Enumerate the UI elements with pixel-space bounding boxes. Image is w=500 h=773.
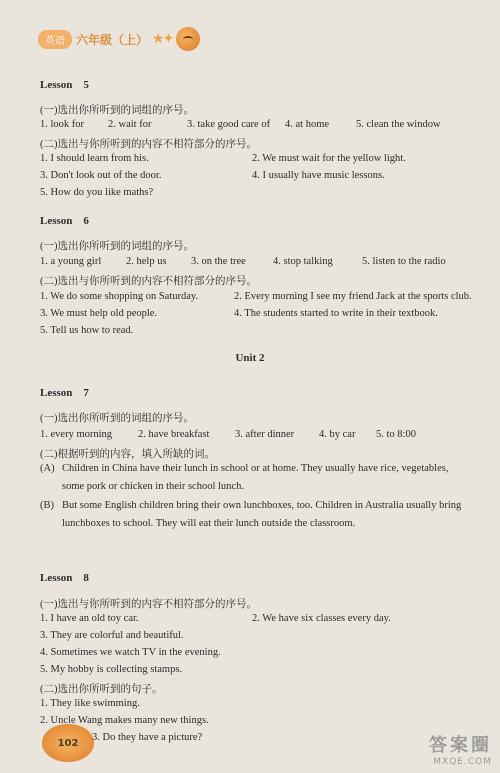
watermark-url: MXQE.COM [433, 757, 492, 767]
sentence: 3. They are colorful and beautiful. [40, 630, 184, 641]
decorative-stars-icon: ★✦ [152, 31, 173, 47]
list-item: 2. help us [126, 256, 167, 267]
lesson5-row1 [40, 153, 480, 167]
lesson5-row2 [40, 170, 480, 184]
lesson8-q1: (一)选出与你所听到的内容不相符部分的序号。 [40, 599, 257, 610]
passage-line: But some English children bring their own lunchboxes, too. Children in Australia usually bring [62, 500, 462, 511]
list-item: 3. after dinner [235, 429, 295, 440]
lesson6-row1 [40, 291, 480, 305]
lesson8-title: Lesson 8 [40, 572, 89, 584]
list-item: 2. wait for [108, 119, 152, 130]
unit-heading: Unit 2 [235, 352, 265, 364]
list-item: 2. have breakfast [138, 429, 210, 440]
sentence: 1. I have an old toy car. [40, 613, 139, 624]
sentence: 2. We must wait for the yellow light. [252, 153, 406, 164]
lesson6-phrases [40, 256, 480, 270]
list-item: 3. take good care of [187, 119, 271, 130]
passage-tag: (B) [40, 500, 54, 511]
lesson8-q2: (二)选出你所听到的句子。 [40, 684, 163, 695]
sentence: 2. Every morning I see my friend Jack at the sports club. [234, 291, 472, 302]
lesson7-q2: (二)根据听到的内容，填入所缺的词。 [40, 449, 215, 460]
list-item: 5. to 8:00 [376, 429, 416, 440]
page-header [38, 28, 200, 50]
list-item: 5. listen to the radio [362, 256, 446, 267]
list-item: 3. on the tree [191, 256, 246, 267]
sentence: 3. We must help old people. [40, 308, 158, 319]
sentence: 4. The students started to write in their textbook. [234, 308, 438, 319]
sentence: 1. I should learn from his. [40, 153, 149, 164]
sentence: 1. They like swimming. [40, 698, 140, 709]
mascot-icon [176, 27, 200, 51]
lesson5-title: Lesson 5 [40, 79, 89, 91]
subject-badge: 英语 [38, 30, 72, 49]
lesson7-title: Lesson 7 [40, 387, 89, 399]
passage-tag: (A) [40, 463, 55, 474]
lesson6-q1: (一)选出你所听到的词组的序号。 [40, 241, 194, 252]
lesson5-q2: (二)选出与你所听到的内容不相符部分的序号。 [40, 139, 257, 150]
sentence: 5. My hobby is collecting stamps. [40, 664, 183, 675]
passage-line: Children in China have their lunch in school or at home. They usually have rice, vegetables, [62, 463, 449, 474]
lesson6-title: Lesson 6 [40, 215, 89, 227]
list-item: 4. stop talking [273, 256, 333, 267]
lesson6-q2: (二)选出与你所听到的内容不相符部分的序号。 [40, 276, 257, 287]
grade-label: 六年级（上） [76, 32, 149, 47]
passage-line: some pork or chicken in their school lunch. [62, 481, 244, 492]
list-item: 4. at home [285, 119, 330, 130]
sentence: 5. Tell us how to read. [40, 325, 134, 336]
sentence: 3. Don't look out of the door. [40, 170, 162, 181]
list-item: 1. a young girl [40, 256, 102, 267]
lesson7-q1: (一)选出你所听到的词组的序号。 [40, 413, 194, 424]
lesson8-row1 [40, 613, 480, 627]
passage-line: lunchboxes to school. They will eat their lunch outside the classroom. [62, 518, 356, 529]
sentence: 3. Do they have a picture? [92, 732, 203, 743]
sentence: 2. We have six classes every day. [252, 613, 391, 624]
passage-a [40, 460, 490, 496]
watermark-logo: 答案圈 [429, 735, 492, 756]
list-item: 1. every morning [40, 429, 113, 440]
lesson5-phrases [40, 119, 480, 133]
passage-b [40, 497, 490, 533]
sentence: 1. We do some shopping on Saturday. [40, 291, 199, 302]
sentence: 4. I usually have music lessons. [252, 170, 385, 181]
list-item: 4. by car [319, 429, 356, 440]
lesson6-row2 [40, 308, 480, 322]
list-item: 1. look for [40, 119, 85, 130]
sentence: 4. Sometimes we watch TV in the evening. [40, 647, 221, 658]
watermark [429, 731, 492, 767]
sentence: 2. Uncle Wang makes many new things. [40, 715, 209, 726]
sentence: 5. How do you like maths? [40, 187, 154, 198]
lesson5-q1: (一)选出你所听到的词组的序号。 [40, 105, 194, 116]
page-number: 102 [48, 728, 88, 758]
lesson7-phrases [40, 429, 480, 443]
list-item: 5. clean the window [356, 119, 441, 130]
